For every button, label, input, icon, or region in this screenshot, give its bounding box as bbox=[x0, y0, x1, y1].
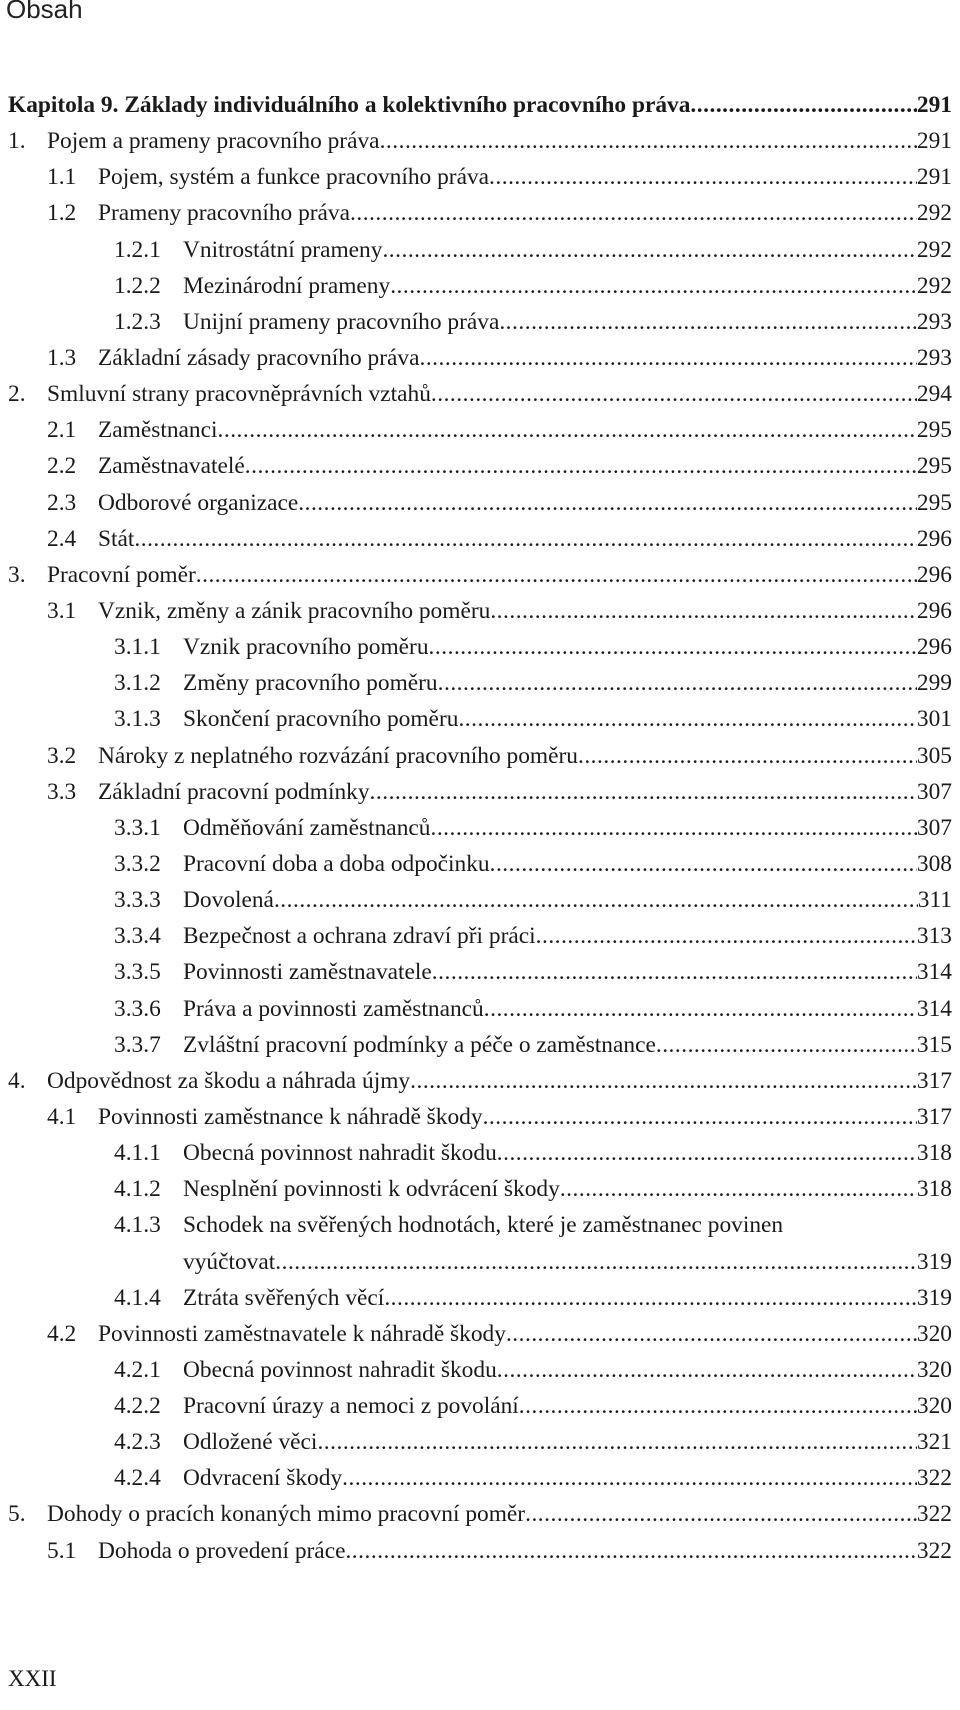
page-number: 314 bbox=[916, 959, 952, 986]
dot-leader bbox=[490, 593, 917, 629]
page-number: 317 bbox=[916, 1103, 952, 1130]
section-number: 2.4 bbox=[47, 525, 77, 552]
entry-title-line bbox=[8, 1496, 952, 1532]
page-number: 295 bbox=[916, 489, 952, 516]
section-number: 4.1.2 bbox=[114, 1176, 161, 1203]
toc-entry[interactable] bbox=[8, 1171, 952, 1207]
dot-leader bbox=[410, 1063, 917, 1099]
toc-entry[interactable] bbox=[8, 123, 952, 159]
section-number: 4.2.2 bbox=[114, 1393, 161, 1420]
toc-entry[interactable] bbox=[8, 1316, 952, 1352]
section-number: 4.1 bbox=[47, 1103, 77, 1130]
section-number: 4.2.1 bbox=[114, 1356, 161, 1383]
page-number-footer: XXII bbox=[8, 1666, 57, 1691]
page-number: 321 bbox=[916, 1429, 952, 1456]
section-title: vyúčtovat bbox=[183, 1248, 276, 1275]
section-number: 1.2 bbox=[47, 200, 77, 227]
section-title: Ztráta svěřených věcí bbox=[183, 1284, 385, 1311]
page-number: 292 bbox=[916, 200, 952, 227]
entry-title-line bbox=[8, 376, 952, 412]
dot-leader bbox=[196, 557, 917, 593]
toc-entry[interactable] bbox=[8, 593, 952, 629]
toc-entry[interactable] bbox=[8, 1388, 952, 1424]
page-number: 314 bbox=[916, 995, 952, 1022]
section-title: Unijní prameny pracovního práva bbox=[183, 308, 500, 335]
toc-entry[interactable] bbox=[8, 195, 952, 231]
dot-leader bbox=[490, 846, 917, 882]
dot-leader bbox=[483, 1099, 917, 1135]
section-title: Povinnosti zaměstnavatele bbox=[183, 959, 432, 986]
entry-title-line bbox=[8, 340, 952, 376]
toc-entry[interactable] bbox=[8, 1244, 952, 1280]
page-number: 307 bbox=[916, 814, 952, 841]
section-title: Práva a povinnosti zaměstnanců bbox=[183, 995, 484, 1022]
page-number: 301 bbox=[916, 706, 952, 733]
entry-title-line bbox=[8, 521, 952, 557]
entry-title-line bbox=[8, 485, 952, 521]
toc-entry[interactable] bbox=[8, 846, 952, 882]
section-number: 5.1 bbox=[47, 1537, 77, 1564]
section-number: 3.3.6 bbox=[114, 995, 161, 1022]
section-title: Odvracení škody bbox=[183, 1465, 343, 1492]
dot-leader bbox=[134, 521, 917, 557]
section-number: 3.3.3 bbox=[114, 887, 161, 914]
dot-leader bbox=[536, 918, 917, 954]
section-title: Nesplnění povinnosti k odvrácení škody bbox=[183, 1176, 560, 1203]
section-title: Vznik, změny a zánik pracovního poměru bbox=[98, 597, 491, 624]
page-number: 320 bbox=[916, 1356, 952, 1383]
section-title: Stát bbox=[98, 525, 135, 552]
section-title: Odpovědnost za škodu a náhrada újmy bbox=[47, 1067, 411, 1094]
page-number: 318 bbox=[916, 1140, 952, 1167]
page-number: 307 bbox=[916, 778, 952, 805]
page-number: 313 bbox=[916, 923, 952, 950]
section-number: 4.1.4 bbox=[114, 1284, 161, 1311]
toc-entry[interactable] bbox=[8, 1099, 952, 1135]
page-number: 296 bbox=[916, 561, 952, 588]
section-title: Obecná povinnost nahradit škodu bbox=[183, 1140, 497, 1167]
section-number: 3.3.2 bbox=[114, 850, 161, 877]
toc-entry[interactable] bbox=[8, 629, 952, 665]
page-number: 305 bbox=[916, 742, 952, 769]
page-number: 322 bbox=[916, 1501, 952, 1528]
page-number: 296 bbox=[916, 597, 952, 624]
entry-title-line bbox=[8, 1316, 952, 1352]
section-number: 1.3 bbox=[47, 344, 77, 371]
page-number: 295 bbox=[916, 453, 952, 480]
toc-entry[interactable] bbox=[8, 1496, 952, 1532]
section-number: 1.2.3 bbox=[114, 308, 161, 335]
page-number: 311 bbox=[917, 887, 952, 914]
page-number: 296 bbox=[916, 634, 952, 661]
toc-entry[interactable] bbox=[8, 1460, 952, 1496]
section-title: Odborové organizace bbox=[98, 489, 299, 516]
toc-entry[interactable] bbox=[8, 1027, 952, 1063]
toc-entry[interactable] bbox=[8, 918, 952, 954]
section-title: Skončení pracovního poměru bbox=[183, 706, 459, 733]
section-number: 3.3.4 bbox=[114, 923, 161, 950]
page-number: 291 bbox=[916, 128, 952, 155]
dot-leader bbox=[690, 87, 916, 123]
entry-title-line bbox=[8, 412, 952, 448]
dot-leader bbox=[484, 991, 917, 1027]
dot-leader bbox=[218, 412, 917, 448]
toc-entry[interactable] bbox=[8, 521, 952, 557]
section-title: Dohoda o provedení práce bbox=[98, 1537, 346, 1564]
toc-entry[interactable] bbox=[8, 1280, 952, 1316]
toc-entry[interactable] bbox=[8, 954, 952, 990]
section-number: 4.2 bbox=[47, 1320, 77, 1347]
running-header: Obsah bbox=[6, 0, 83, 24]
page-number: 308 bbox=[916, 850, 952, 877]
page-number: 319 bbox=[916, 1248, 952, 1275]
toc-entry[interactable] bbox=[8, 665, 952, 701]
section-number: 4.2.4 bbox=[114, 1465, 161, 1492]
section-title: Obecná povinnost nahradit škodu bbox=[183, 1356, 497, 1383]
toc-entry[interactable] bbox=[8, 1207, 952, 1243]
page-number: 293 bbox=[916, 308, 952, 335]
section-number: 3.1.2 bbox=[114, 670, 161, 697]
section-title: Odměňování zaměstnanců bbox=[183, 814, 431, 841]
page-number: 291 bbox=[916, 164, 952, 191]
section-title: Základní pracovní podmínky bbox=[98, 778, 370, 805]
section-number: 4.2.3 bbox=[114, 1429, 161, 1456]
entry-title-line bbox=[8, 195, 952, 231]
dot-leader bbox=[430, 810, 916, 846]
page-number: 320 bbox=[916, 1393, 952, 1420]
dot-leader bbox=[350, 195, 917, 231]
dot-leader bbox=[431, 376, 917, 412]
entry-title-line bbox=[8, 1099, 952, 1135]
dot-leader bbox=[438, 665, 917, 701]
toc-entry[interactable] bbox=[8, 1533, 952, 1569]
section-title: Vnitrostátní prameny bbox=[183, 236, 383, 263]
section-title: Pracovní doba a doba odpočinku bbox=[183, 850, 490, 877]
dot-leader bbox=[432, 954, 917, 990]
entry-title-line bbox=[8, 1533, 952, 1569]
section-title: Bezpečnost a ochrana zdraví při práci bbox=[183, 923, 536, 950]
page-number: 295 bbox=[916, 417, 952, 444]
toc-entry[interactable] bbox=[8, 412, 952, 448]
section-number: 1. bbox=[8, 128, 26, 155]
section-title: Pojem a prameny pracovního práva bbox=[47, 128, 380, 155]
section-number: 3.2 bbox=[47, 742, 77, 769]
section-title: Mezinárodní prameny bbox=[183, 272, 391, 299]
section-number: 1.1 bbox=[47, 164, 77, 191]
section-number: 1.2.1 bbox=[114, 236, 161, 263]
dot-leader bbox=[370, 774, 917, 810]
page-number: 293 bbox=[916, 344, 952, 371]
chapter-entry[interactable] bbox=[8, 87, 952, 123]
dot-leader bbox=[382, 232, 916, 268]
section-number: 3.1.3 bbox=[114, 706, 161, 733]
section-number: 2. bbox=[8, 381, 26, 408]
dot-leader bbox=[380, 123, 917, 159]
section-title: Odložené věci bbox=[183, 1429, 318, 1456]
toc-entry[interactable] bbox=[8, 159, 952, 195]
section-title: Povinnosti zaměstnavatele k náhradě škody bbox=[98, 1320, 506, 1347]
dot-leader bbox=[560, 1171, 917, 1207]
toc-entry[interactable] bbox=[8, 304, 952, 340]
section-title: Schodek na svěřených hodnotách, které je zaměstnanec povinen bbox=[183, 1212, 784, 1239]
dot-leader bbox=[245, 448, 917, 484]
page-number: 317 bbox=[916, 1067, 952, 1094]
dot-leader bbox=[419, 340, 916, 376]
toc-entry[interactable] bbox=[8, 376, 952, 412]
dot-leader bbox=[497, 1135, 917, 1171]
section-title: Nároky z neplatného rozvázání pracovního poměru bbox=[98, 742, 578, 769]
section-title: Pojem, systém a funkce pracovního práva bbox=[98, 164, 490, 191]
section-number: 3.3 bbox=[47, 778, 77, 805]
dot-leader bbox=[489, 159, 917, 195]
dot-leader bbox=[274, 882, 918, 918]
toc-entry[interactable] bbox=[8, 1424, 952, 1460]
section-title: Vznik pracovního poměru bbox=[183, 634, 429, 661]
toc-entry[interactable] bbox=[8, 991, 952, 1027]
section-number: 3. bbox=[8, 561, 26, 588]
section-title: Povinnosti zaměstnance k náhradě škody bbox=[98, 1103, 483, 1130]
toc-entry[interactable] bbox=[8, 1135, 952, 1171]
table-of-contents bbox=[8, 87, 952, 1569]
section-title: Dovolená bbox=[183, 887, 274, 914]
entry-title-line bbox=[8, 1063, 952, 1099]
section-title: Pracovní poměr bbox=[47, 561, 196, 588]
entry-title-line bbox=[8, 123, 952, 159]
toc-entry[interactable] bbox=[8, 268, 952, 304]
entry-title-line bbox=[8, 593, 952, 629]
section-title: Základní zásady pracovního práva bbox=[98, 344, 420, 371]
toc-entry[interactable] bbox=[8, 557, 952, 593]
dot-leader bbox=[458, 701, 916, 737]
page-number: 322 bbox=[916, 1537, 952, 1564]
dot-leader bbox=[506, 1316, 917, 1352]
dot-leader bbox=[497, 1352, 917, 1388]
entry-title-line bbox=[8, 448, 952, 484]
chapter-title-line bbox=[8, 87, 952, 123]
dot-leader bbox=[519, 1388, 917, 1424]
dot-leader bbox=[275, 1244, 917, 1280]
entry-title-line bbox=[8, 557, 952, 593]
toc-entry[interactable] bbox=[8, 340, 952, 376]
section-title: Pracovní úrazy a nemoci z povolání bbox=[183, 1393, 519, 1420]
entry-title-line bbox=[8, 774, 952, 810]
page-number: 294 bbox=[916, 381, 952, 408]
page-number: 292 bbox=[916, 272, 952, 299]
chapter-page-number: 291 bbox=[916, 92, 952, 118]
toc-entry[interactable] bbox=[8, 810, 952, 846]
section-number: 3.1.1 bbox=[114, 634, 161, 661]
toc-entry[interactable] bbox=[8, 448, 952, 484]
toc-entry[interactable] bbox=[8, 485, 952, 521]
section-number: 3.3.5 bbox=[114, 959, 161, 986]
section-number: 3.3.1 bbox=[114, 814, 161, 841]
dot-leader bbox=[345, 1533, 916, 1569]
dot-leader bbox=[499, 304, 917, 340]
entry-title-line bbox=[8, 738, 952, 774]
chapter-title: Kapitola 9. Základy individuálního a kolektivního pracovního práva bbox=[8, 92, 691, 118]
dot-leader bbox=[578, 738, 917, 774]
dot-leader bbox=[384, 1280, 917, 1316]
page-number: 315 bbox=[916, 1031, 952, 1058]
toc-entry[interactable] bbox=[8, 774, 952, 810]
page-number: 322 bbox=[916, 1465, 952, 1492]
section-title: Zaměstnavatelé bbox=[98, 453, 245, 480]
section-title: Změny pracovního poměru bbox=[183, 670, 438, 697]
page-number: 318 bbox=[916, 1176, 952, 1203]
toc-entry[interactable] bbox=[8, 232, 952, 268]
dot-leader bbox=[656, 1027, 917, 1063]
section-number: 2.3 bbox=[47, 489, 77, 516]
section-number: 4.1.1 bbox=[114, 1140, 161, 1167]
dot-leader bbox=[317, 1424, 916, 1460]
section-number: 4. bbox=[8, 1067, 26, 1094]
dot-leader bbox=[525, 1496, 917, 1532]
dot-leader bbox=[298, 485, 917, 521]
dot-leader bbox=[429, 629, 917, 665]
section-title: Zaměstnanci bbox=[98, 417, 218, 444]
section-number: 3.3.7 bbox=[114, 1031, 161, 1058]
section-number: 1.2.2 bbox=[114, 272, 161, 299]
toc-entry[interactable] bbox=[8, 701, 952, 737]
section-number: 2.1 bbox=[47, 417, 77, 444]
entry-title-line bbox=[8, 1244, 952, 1280]
section-number: 4.1.3 bbox=[114, 1212, 161, 1239]
page-number: 292 bbox=[916, 236, 952, 263]
section-title: Smluvní strany pracovněprávních vztahů bbox=[47, 381, 431, 408]
dot-leader bbox=[390, 268, 917, 304]
toc-entry[interactable] bbox=[8, 738, 952, 774]
section-title: Dohody o pracích konaných mimo pracovní poměr bbox=[47, 1501, 526, 1528]
section-number: 2.2 bbox=[47, 453, 77, 480]
page-number: 299 bbox=[916, 670, 952, 697]
section-title: Prameny pracovního práva bbox=[98, 200, 351, 227]
section-number: 3.1 bbox=[47, 597, 77, 624]
toc-entry[interactable] bbox=[8, 1063, 952, 1099]
section-title: Zvláštní pracovní podmínky a péče o zaměstnance bbox=[183, 1031, 656, 1058]
toc-entry[interactable] bbox=[8, 882, 952, 918]
section-number: 5. bbox=[8, 1501, 26, 1528]
toc-entry[interactable] bbox=[8, 1352, 952, 1388]
toc-entries bbox=[8, 123, 952, 1569]
page-number: 296 bbox=[916, 525, 952, 552]
entry-title-line bbox=[8, 159, 952, 195]
page-number: 320 bbox=[916, 1320, 952, 1347]
page-number: 319 bbox=[916, 1284, 952, 1311]
dot-leader bbox=[342, 1460, 917, 1496]
